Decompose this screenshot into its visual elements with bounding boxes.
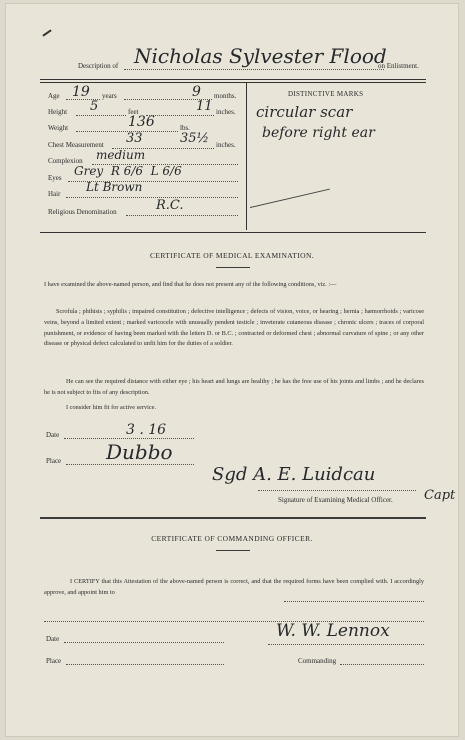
commanding-title-rule bbox=[216, 550, 250, 551]
commanding-label: Commanding bbox=[298, 657, 337, 665]
hair-line bbox=[66, 197, 238, 198]
religion-line bbox=[126, 215, 238, 216]
medical-conditions: Scrofula ; phthisis ; syphilis ; impaired constitution ; defective intelligence ; defects of vision, voice, or hearing ; hernia ; hæmorrhoids ; varicose veins, beyond a limited extent ; marked varicocele with unusually pendent testicle ; inveterate cutaneous disease ; chronic ulcers ; traces of corporal punishment, or evidence of having been marked with the letters D. or B.C. ; contracted or deformed chest ; abnormal curvature of spine ; or any other disease or physical defect calculated to unfit him for the duties of a soldier. bbox=[44, 308, 424, 348]
commanding-certificate-title: CERTIFICATE OF COMMANDING OFFICER. bbox=[151, 534, 313, 543]
distinctive-marks-title: DISTINCTIVE MARKS bbox=[288, 90, 364, 98]
commanding-certify-statement: I CERTIFY that this Attestation of the above-named person is correct, and that the required forms have been complied with. I accordingly approve, and appoint him to bbox=[44, 578, 424, 596]
months-unit: months. bbox=[214, 92, 237, 100]
pen-mark bbox=[42, 29, 51, 36]
commanding-line bbox=[340, 664, 424, 665]
medical-intro: I have examined the above-named person, and find that he does not present any of the following conditions, viz. :— bbox=[44, 281, 337, 288]
medical-title-rule bbox=[216, 267, 250, 268]
description-prefix: Description of bbox=[78, 62, 119, 70]
commanding-signature-line bbox=[268, 644, 424, 645]
weight-label: Weight bbox=[48, 124, 69, 132]
medical-sight-statement: He can see the required distance with either eye ; his heart and lungs are healthy ; he has the free use of his joints and limbs ; and he declares he is not subject to fits of any description. bbox=[44, 378, 424, 396]
religion-value: R.C. bbox=[156, 198, 184, 213]
particulars-divider bbox=[246, 83, 247, 230]
medical-date-value: 3 . 16 bbox=[126, 422, 167, 438]
medical-officer-signature: Sgd A. E. Luidcau bbox=[212, 464, 376, 485]
medical-date-line bbox=[64, 438, 194, 439]
distinctive-mark-line-1: circular scar bbox=[256, 103, 353, 121]
chest-value-2: 35½ bbox=[180, 131, 210, 146]
weight-value: 136 bbox=[128, 114, 155, 130]
commanding-date-label: Date bbox=[46, 635, 60, 643]
weight-unit: lbs. bbox=[180, 124, 190, 132]
section-separator bbox=[40, 517, 426, 519]
chest-value-1: 33 bbox=[126, 131, 143, 146]
medical-signature-label: Signature of Examining Medical Officer. bbox=[278, 496, 393, 504]
medical-certificate-title: CERTIFICATE OF MEDICAL EXAMINATION. bbox=[149, 251, 315, 260]
feet-unit: feet bbox=[128, 108, 139, 116]
appointment-line bbox=[284, 601, 424, 602]
commanding-date-line bbox=[64, 642, 224, 643]
height-inches: 11 bbox=[196, 99, 213, 114]
hair-value: Lt Brown bbox=[86, 180, 143, 194]
age-months: 9 bbox=[192, 84, 201, 100]
medical-place-value: Dubbo bbox=[106, 440, 173, 464]
height-inches-line bbox=[146, 115, 214, 116]
eyes-value: Grey R 6/6 L 6/6 bbox=[74, 164, 182, 178]
complexion-value: medium bbox=[96, 148, 146, 162]
name-underline bbox=[124, 69, 384, 70]
commanding-place-label: Place bbox=[46, 657, 62, 665]
chest-label: Chest Measurement bbox=[48, 141, 104, 149]
commanding-officer-signature: W. W. Lennox bbox=[276, 621, 390, 641]
medical-place-line bbox=[66, 464, 194, 465]
recruit-name: Nicholas Sylvester Flood bbox=[134, 44, 387, 68]
distinctive-mark-line-2: before right ear bbox=[262, 125, 375, 141]
attestation-page bbox=[6, 4, 458, 736]
medical-officer-rank: Capt bbox=[424, 488, 456, 503]
religion-label: Religious Denomination bbox=[48, 208, 117, 216]
hair-label: Hair bbox=[48, 190, 61, 198]
age-years: 19 bbox=[72, 84, 90, 100]
complexion-label: Complexion bbox=[48, 157, 83, 165]
commanding-place-line bbox=[66, 664, 224, 665]
height-feet-line bbox=[76, 115, 126, 116]
height-feet: 5 bbox=[90, 99, 99, 114]
description-suffix: on Enlistment. bbox=[378, 62, 419, 70]
inches-unit: inches. bbox=[216, 108, 236, 116]
height-label: Height bbox=[48, 108, 68, 116]
years-unit: years bbox=[102, 92, 117, 100]
medical-date-label: Date bbox=[46, 431, 60, 439]
chest-unit: inches. bbox=[216, 141, 236, 149]
eyes-label: Eyes bbox=[48, 174, 62, 182]
medical-fit-statement: I consider him fit for active service. bbox=[66, 404, 157, 411]
particulars-double-rule bbox=[40, 82, 426, 83]
medical-place-label: Place bbox=[46, 457, 62, 465]
age-label: Age bbox=[48, 92, 60, 100]
medical-signature-line bbox=[258, 490, 416, 491]
